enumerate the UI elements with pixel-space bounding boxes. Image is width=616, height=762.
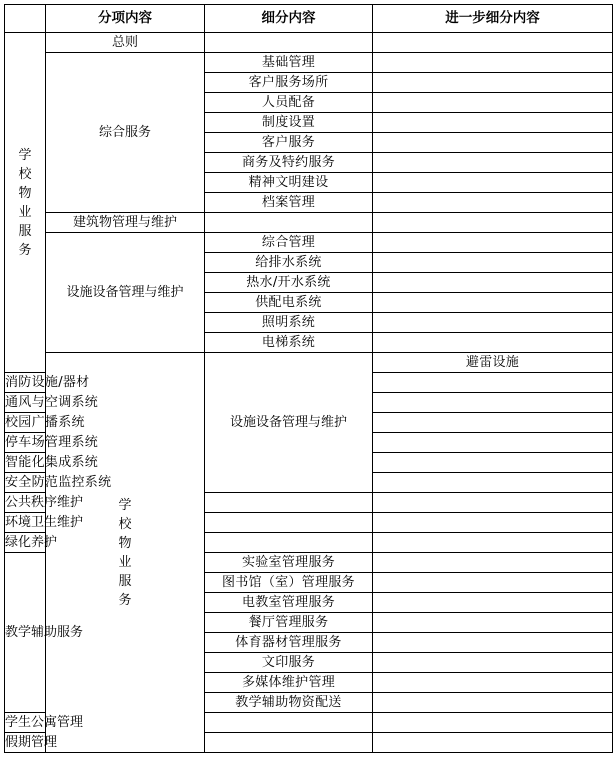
- item-lvhua: 绿化养护: [5, 533, 46, 553]
- detail-cell: 客户服务: [205, 133, 373, 153]
- detail-cell: 基础管理: [205, 53, 373, 73]
- detail-cell: 图书馆（室）管理服务: [205, 573, 373, 593]
- detail-cell: 教学辅助物资配送: [205, 693, 373, 713]
- header-row: [5, 5, 613, 33]
- detail-cell: 餐厅管理服务: [205, 613, 373, 633]
- detail-cell: 商务及特约服务: [205, 153, 373, 173]
- detail-cell: 供配电系统: [205, 293, 373, 313]
- detail-cell: 档案管理: [205, 193, 373, 213]
- detail-cell: 给排水系统: [205, 253, 373, 273]
- table-row: [5, 33, 613, 53]
- detail-cell: 综合管理: [205, 233, 373, 253]
- detail-cell: 文印服务: [205, 653, 373, 673]
- side-category-1: 学 校 物 业 服 务: [5, 33, 46, 373]
- table-row: [5, 233, 613, 253]
- detail-cell: 热水/开水系统: [205, 273, 373, 293]
- table-row: [5, 53, 613, 73]
- header-col-3: 进一步细分内容: [373, 5, 613, 33]
- table-row: [5, 353, 613, 373]
- item-sheshi-2: 设施设备管理与维护: [205, 353, 373, 493]
- detail-cell: 客户服务场所: [205, 73, 373, 93]
- detail-cell: 人员配备: [205, 93, 373, 113]
- header-col-2: 细分内容: [205, 5, 373, 33]
- header-blank: [5, 5, 46, 33]
- item-jiaqi: 假期管理: [5, 733, 46, 753]
- item-gongyu: 学生公寓管理: [5, 713, 46, 733]
- detail-cell: 通风与空调系统: [5, 393, 46, 413]
- detail-cell: 体育器材管理服务: [205, 633, 373, 653]
- detail-cell: 校园广播系统: [5, 413, 46, 433]
- service-content-table: [4, 4, 613, 753]
- detail-cell: 避雷设施: [373, 353, 613, 373]
- detail-cell: 照明系统: [205, 313, 373, 333]
- item-jiaoxue: 教学辅助服务: [5, 553, 46, 713]
- detail-cell: 实验室管理服务: [205, 553, 373, 573]
- detail-cell: 电梯系统: [205, 333, 373, 353]
- detail-cell: 精神文明建设: [205, 173, 373, 193]
- item-zongze: 总则: [46, 33, 205, 53]
- detail-cell: 停车场管理系统: [5, 433, 46, 453]
- detail-cell: 多媒体维护管理: [205, 673, 373, 693]
- item-huanjing: 环境卫生维护: [5, 513, 46, 533]
- header-col-1: 分项内容: [46, 5, 205, 33]
- item-jianzhu: 建筑物管理与维护: [46, 213, 205, 233]
- table-row: [5, 213, 613, 233]
- detail-cell: 电教室管理服务: [205, 593, 373, 613]
- item-zonghe: 综合服务: [46, 53, 205, 213]
- detail-cell: 智能化集成系统: [5, 453, 46, 473]
- detail-cell: 安全防范监控系统: [5, 473, 46, 493]
- detail-cell: 消防设施/器材: [5, 373, 46, 393]
- detail-cell: 制度设置: [205, 113, 373, 133]
- side-category-2: 学 校 物 业 服 务: [46, 353, 205, 753]
- item-gonggong: 公共秩序维护: [5, 493, 46, 513]
- item-sheshi-1: 设施设备管理与维护: [46, 233, 205, 353]
